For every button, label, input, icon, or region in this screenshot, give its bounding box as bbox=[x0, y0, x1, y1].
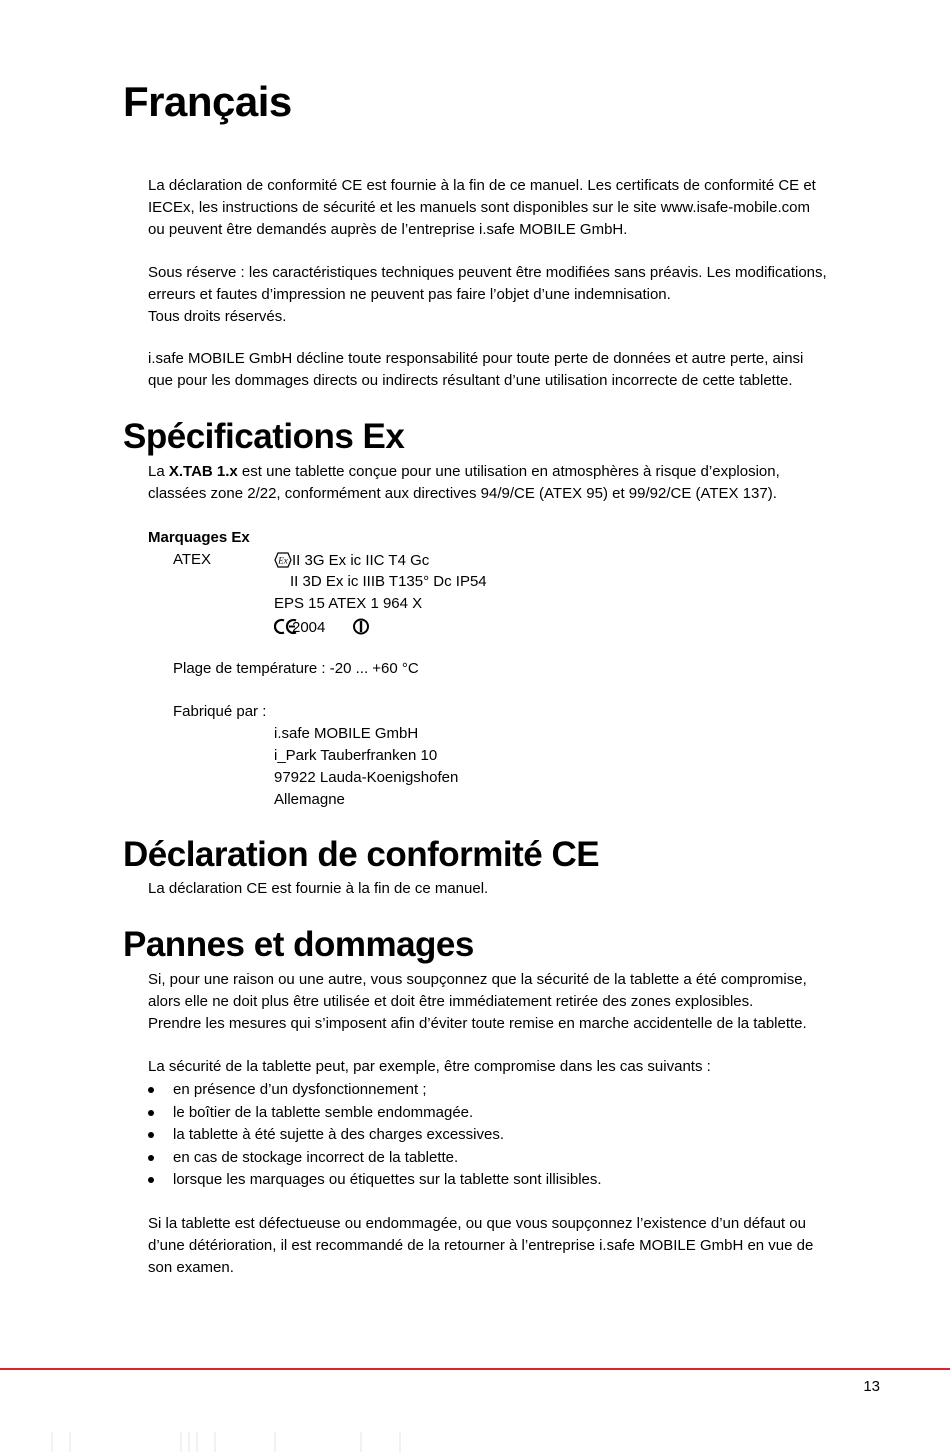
receiver-class-icon bbox=[352, 618, 370, 642]
heading-francais: Français bbox=[123, 78, 292, 125]
list-item: lorsque les marquages ou étiquettes sur la tablette sont illisibles. bbox=[148, 1169, 602, 1192]
temperature-range: Plage de température : -20 ... +60 °C bbox=[173, 660, 419, 677]
scan-marks-decoration bbox=[0, 1430, 950, 1455]
list-item: en présence d’un dysfonctionnement ; bbox=[148, 1079, 602, 1102]
ce-marking: 2004 bbox=[274, 615, 370, 639]
list-item: en cas de stockage incorrect de la tablette. bbox=[148, 1147, 602, 1170]
atex-marking-1: Ex II 3G Ex ic IIC T4 Gc bbox=[274, 549, 429, 572]
paragraph-damages-3: Si la tablette est défectueuse ou endommagée, ou que vous soupçonnez l’existence d’un défaut ou d’une détérioration, il est recommandé de la retourner à l’entreprise i.safe MOBILE GmbH en vue de son examen. bbox=[148, 1215, 814, 1276]
damage-cases-list bbox=[148, 1079, 602, 1192]
footer-rule bbox=[0, 1368, 950, 1370]
paragraph-damages-1: Si, pour une raison ou une autre, vous soupçonnez que la sécurité de la tablette a été compromise, alors elle ne doit plus être utilisée et doit être immédiatement retirée des zones explosibles. Prendre les mesures qui s’imposent afin d’éviter toute remise en marche accidentelle de la tablette. bbox=[148, 971, 807, 1032]
atex-certificate: EPS 15 ATEX 1 964 X bbox=[274, 595, 423, 612]
heading-pannes-dommages: Pannes et dommages bbox=[123, 925, 474, 964]
ce-mark-icon bbox=[274, 618, 298, 642]
markings-heading: Marquages Ex bbox=[148, 529, 250, 546]
paragraph-intro: La déclaration de conformité CE est fournie à la fin de ce manuel. Les certificats de conformité CE et IECEx, les instructions de sécurité et les manuels sont disponibles sur le site www.isafe-mobile.com ou peuvent être demandés auprès de l’entreprise i.safe MOBILE GmbH. bbox=[148, 177, 816, 238]
list-item: la tablette à été sujette à des charges excessives. bbox=[148, 1124, 602, 1147]
heading-declaration: Déclaration de conformité CE bbox=[123, 835, 600, 874]
atex-marking-2: II 3D Ex ic IIIB T135° Dc IP54 bbox=[290, 573, 487, 590]
atex-label: ATEX bbox=[173, 551, 212, 568]
manufacturer-address: i.safe MOBILE GmbH i_Park Tauberfranken 10 97922 Lauda-Koenigshofen Allemagne bbox=[274, 725, 459, 808]
paragraph-liability: i.safe MOBILE GmbH décline toute responsabilité pour toute perte de données et autre perte, ainsi que pour les dommages directs ou indirects résultant d’une utilisation incorrecte de cette tablette. bbox=[148, 350, 804, 389]
paragraph-reserve: Sous réserve : les caractéristiques techniques peuvent être modifiées sans préavis. Les modifications, erreurs et fautes d’impression ne peuvent pas faire l’objet d’une indemnisation. Tous droits réservés. bbox=[148, 264, 827, 325]
list-item: le boîtier de la tablette semble endommagée. bbox=[148, 1102, 602, 1125]
model-name: X.TAB 1.x bbox=[168, 463, 238, 480]
paragraph-damages-2: La sécurité de la tablette peut, par exemple, être compromise dans les cas suivants : bbox=[148, 1058, 711, 1075]
paragraph-specs-intro: La X.TAB 1.x est une tablette conçue pour une utilisation en atmosphères à risque d’explosion, classées zone 2/22, conformément aux directives 94/9/CE (ATEX 95) et 99/92/CE (ATEX 137). bbox=[148, 463, 780, 502]
heading-specifications-ex: Spécifications Ex bbox=[123, 417, 405, 456]
svg-text:Ex: Ex bbox=[278, 555, 288, 566]
manufacturer-label: Fabriqué par : bbox=[173, 703, 267, 720]
page-number: 13 bbox=[863, 1378, 880, 1395]
paragraph-declaration: La déclaration CE est fournie à la fin de ce manuel. bbox=[148, 880, 489, 897]
